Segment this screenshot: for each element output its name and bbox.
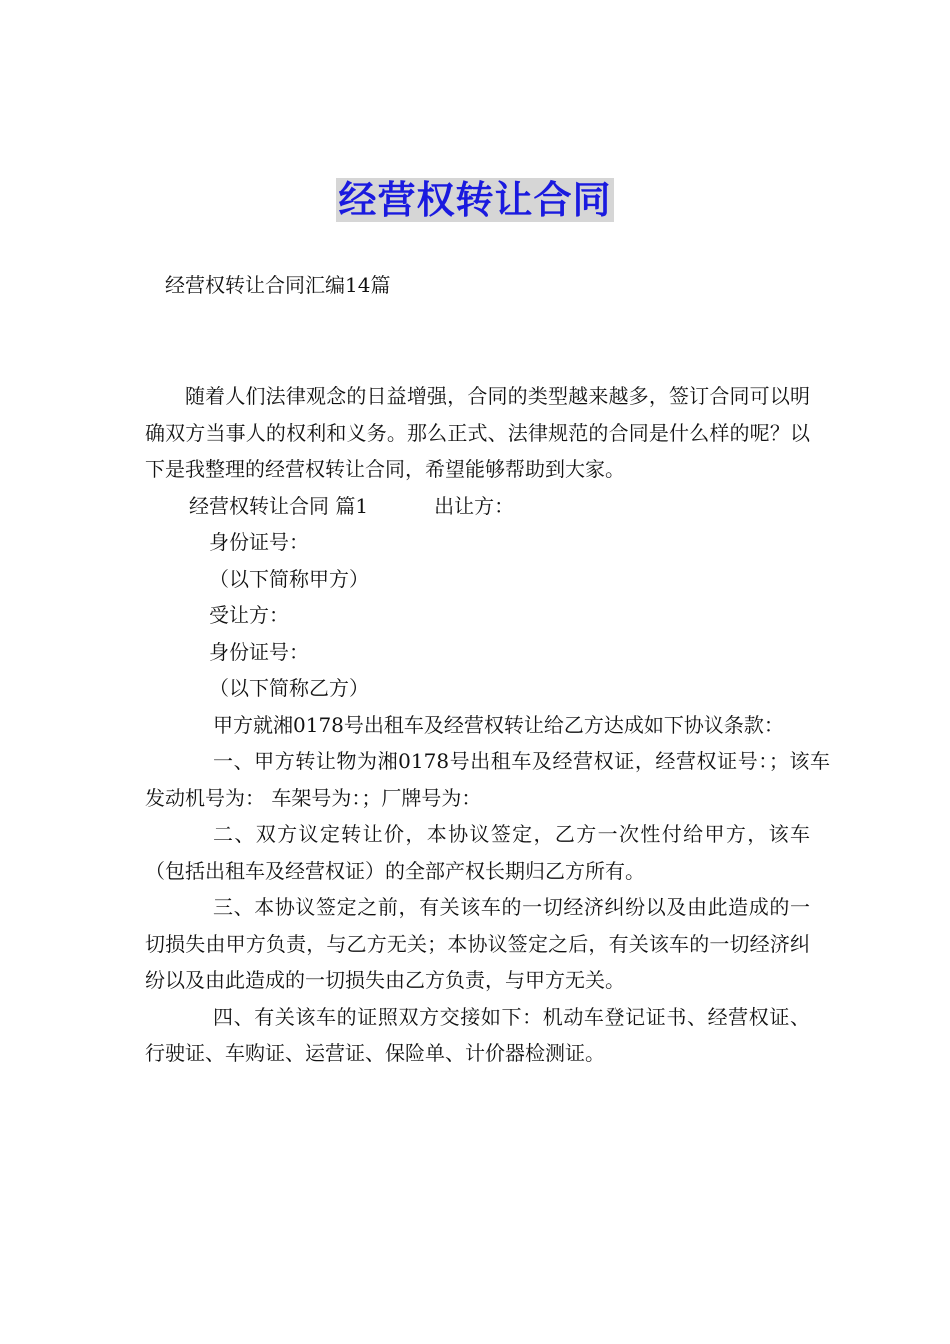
document-title bbox=[0, 176, 950, 224]
document-subtitle: 经营权转让合同汇编14篇 bbox=[165, 273, 391, 297]
intro-paragraph: 随着人们法律观念的日益增强，合同的类型越来越多，签订合同可以明确双方当事人的权利和义务。那么正式、法律规范的合同是什么样的呢？以下是我整理的经营权转让合同，希望能够帮助到大家。 bbox=[145, 384, 810, 481]
clause-4: 四、有关该车的证照双方交接如下：机动车登记证书、经营权证、行驶证、车购证、运营证、保险单、计价器检测证。 bbox=[145, 1004, 810, 1065]
transferor-label: 出让方： bbox=[434, 493, 515, 518]
agreement-intro: 甲方就湘0178号出租车及经营权转让给乙方达成如下协议条款： bbox=[213, 712, 784, 737]
clause-1: 一、甲方转让物为湘0178号出租车及经营权证，经营权证号：；该车发动机号为： 车架号为：；厂牌号为： bbox=[145, 749, 830, 810]
clause-2: 二、双方议定转让价，本协议签定，乙方一次性付给甲方，该车（包括出租车及经营权证）的全部产权长期归乙方所有。 bbox=[145, 822, 810, 883]
transferee-label: 受让方： bbox=[209, 603, 289, 627]
document-body bbox=[145, 378, 830, 1072]
id-number-label-2: 身份证号： bbox=[209, 639, 309, 664]
party-b-note: （以下简称乙方） bbox=[209, 676, 369, 700]
title-text: 经营权转让合同 bbox=[338, 178, 612, 222]
section-heading-line bbox=[145, 488, 810, 525]
section-heading: 经营权转让合同 篇1 bbox=[189, 493, 369, 518]
party-a-note: （以下简称甲方） bbox=[209, 566, 369, 591]
clause-3: 三、本协议签定之前，有关该车的一切经济纠纷以及由此造成的一切损失由甲方负责，与乙方无关；本协议签定之后，有关该车的一切经济纠纷以及由此造成的一切损失由乙方负责，与甲方无关。 bbox=[145, 895, 810, 992]
id-number-label-1: 身份证号： bbox=[209, 530, 309, 554]
